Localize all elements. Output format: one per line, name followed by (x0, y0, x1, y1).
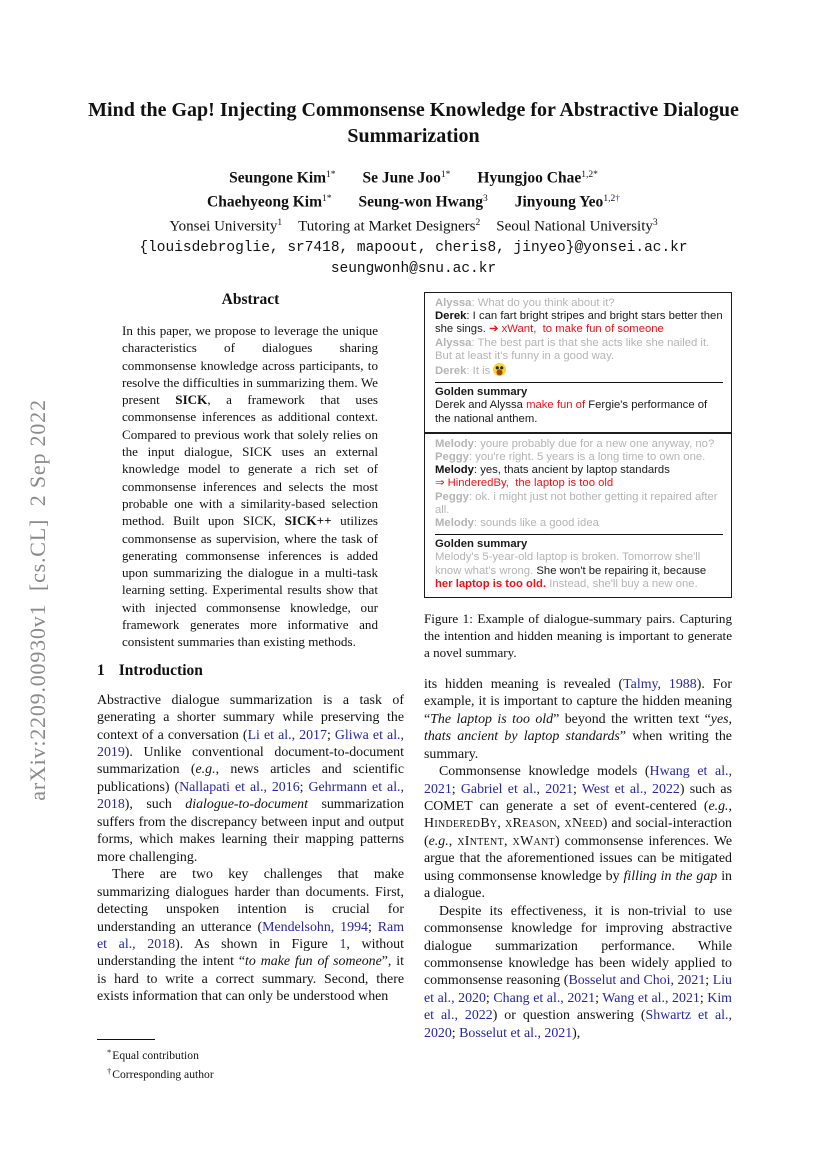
dialogue-line (435, 310, 726, 336)
paragraph (424, 763, 736, 903)
text-segment: : I can fart bright stripes and bright stars better then she sings. (435, 310, 726, 336)
text-segment: summarization suffers from the discrepancy between input and output forms, which makes learning their mapping patterns more challenging. (97, 797, 408, 865)
text-segment: yes, thats ancient by laptop standards (424, 711, 736, 745)
text-segment: There are two key challenges that make summarizing dialogues harder than documents. First, detecting unspoken intention is crucial for understanding an utterance ( (97, 867, 408, 935)
text-segment: 1* (322, 193, 332, 204)
dialogue-line (435, 491, 723, 517)
text-segment: , (728, 798, 736, 814)
dialogue-lines-2 (435, 438, 723, 530)
footnote-equal-contribution (107, 1045, 404, 1064)
text-segment: SICK (175, 392, 208, 408)
text-segment: ; (451, 1025, 460, 1041)
text-segment: : What do you think about it? (471, 297, 615, 309)
text-segment: : you're right. 5 years is a long time to own one. (468, 451, 706, 464)
section-heading-introduction (97, 662, 404, 680)
text-segment: ⇒ HinderedBy, the laptop is too old (435, 477, 614, 490)
footnote-corresponding-author (107, 1064, 404, 1083)
text-segment: Despite its effectiveness, it is non-trivial to use commonsense knowledge for improving abstractive dialogue summarization performance. While commonsense knowledge has been widely applied to commonsense reasoning ( (424, 903, 736, 989)
golden-summary-text-2 (435, 551, 723, 591)
arxiv-watermark: arXiv:2209.00930v1 [cs.CL] 2 Sep 2022 (25, 399, 50, 801)
abstract-heading: Abstract (221, 291, 280, 308)
text-segment: ) or question answering ( (492, 1008, 646, 1024)
text-segment: filling in the gap (623, 868, 718, 884)
text-segment: 3 (652, 218, 658, 228)
text-segment: ). Unlike conventional document-to-document summarization ( (97, 745, 408, 778)
golden-summary-heading-2: Golden summary (435, 538, 528, 551)
text-segment: , (503, 833, 513, 849)
text-segment: ). As shown in Figure (175, 936, 340, 952)
paragraph (97, 692, 408, 867)
text-segment: Fergie's performance of the national anthem. (435, 399, 711, 425)
text-segment: Se June Joo (362, 169, 441, 187)
text-segment: Seungone Kim (229, 169, 327, 187)
footnote-marker: † (107, 1065, 112, 1076)
citation-link[interactable]: Wang et al., 2021 (602, 990, 700, 1006)
text-segment: e.g. (708, 798, 729, 814)
paper-header (0, 98, 827, 280)
citation-link[interactable]: Shwartz et al., 2020 (424, 1008, 736, 1041)
dialogue-line (435, 464, 723, 477)
text-segment: , (497, 816, 505, 832)
text-segment: ” beyond the written text “ (553, 711, 711, 727)
text-segment: ; (573, 781, 582, 797)
paper-title: Mind the Gap! Injecting Commonsense Knowledge for Abstractive Dialogue Summarization (88, 99, 739, 147)
text-segment: ) and social-interaction ( (424, 816, 736, 849)
citation-link[interactable]: Nallapati et al., 2016 (179, 779, 300, 795)
section-number: 1 (97, 661, 105, 679)
citation-link[interactable]: Gabriel et al., 2021 (460, 781, 574, 797)
golden-summary-heading-1: Golden summary (435, 386, 528, 399)
text-segment: Chaehyeong Kim (207, 193, 323, 210)
footnotes (97, 1039, 404, 1082)
figure-caption: Figure 1: Example of dialogue-summary pairs. Capturing the intention and hidden meaning is important to generate a novel summary. (424, 611, 732, 660)
text-segment: Commonsense knowledge models ( (439, 764, 650, 780)
text-segment: dialogue-to-document (185, 797, 308, 813)
citation-link[interactable]: Li et al., 2017 (247, 727, 327, 743)
citation-link[interactable]: Ram et al., 2018 (97, 919, 408, 952)
text-segment: Melody (435, 464, 474, 477)
dialogue-line (435, 477, 723, 490)
paragraph (424, 903, 736, 1043)
citation-link[interactable]: Chang et al., 2021 (493, 990, 596, 1006)
text-segment: Abstractive dialogue summarization is a task of generating a shorter summary while preserving the context of a conversation ( (97, 692, 408, 743)
text-segment: 1,2 (603, 193, 616, 204)
text-segment: Yonsei University (169, 218, 278, 235)
text-segment: : youre probably due for a new one anyway, no? (473, 437, 715, 450)
dialogue-line (435, 297, 723, 310)
text-segment: ; (595, 990, 603, 1006)
text-segment: SICK++ (284, 513, 332, 529)
dialogue-line (435, 337, 723, 363)
authors-row-1 (0, 165, 827, 189)
text-segment: ; (699, 990, 708, 1006)
text-segment: Seoul National University (496, 218, 653, 235)
golden-summary-text-1 (435, 399, 723, 425)
text-segment: , news articles and scientific publications) ( (97, 762, 408, 795)
text-segment: ” when writing the summary. (424, 729, 736, 762)
text-segment: its hidden meaning is revealed ( (424, 676, 624, 692)
text-segment: : yes, thats ancient by laptop standards (473, 464, 670, 477)
text-segment: ”, it is hard to write a correct summary. Second, there exists information that can only be understood when (97, 954, 408, 1005)
footnote-text: Corresponding author (112, 1067, 214, 1081)
summary-divider (435, 534, 723, 535)
text-segment: ), (572, 1025, 581, 1041)
text-segment: , (448, 833, 458, 849)
paragraph (97, 866, 408, 1006)
email-line-1: {louisdebroglie, sr7418, mapoout, cheris8, jinyeo}@yonsei.ac.kr (139, 239, 688, 256)
abstract-text (122, 322, 382, 651)
citation-link[interactable]: 1 (339, 936, 347, 952)
footnote-rule (97, 1039, 155, 1040)
text-segment: : It is (466, 365, 494, 378)
text-segment: ) such as COMET can generate a set of event-centered ( (424, 781, 736, 814)
text-segment: 3 (482, 193, 488, 204)
text-segment: ; (299, 779, 309, 795)
text-segment: Peggy (435, 451, 469, 464)
citation-link[interactable]: Mendelsohn, 1994 (262, 919, 368, 935)
text-segment: ; (705, 973, 713, 989)
dialogue-example-1 (425, 293, 731, 432)
text-segment: Melody (435, 437, 474, 450)
text-segment: The laptop is too old (430, 711, 554, 727)
text-segment: ; (485, 990, 494, 1006)
text-segment: ; (451, 781, 461, 797)
dialogue-example-2 (425, 432, 731, 597)
dialogue-line (435, 451, 723, 464)
paragraph (424, 676, 736, 763)
dialogue-line (435, 363, 723, 378)
text-segment: HinderedBy (424, 816, 498, 832)
text-segment: ; (367, 919, 378, 935)
text-segment: Tutoring at Market Designers (298, 218, 476, 235)
text-segment: : The best part is that she acts like she nailed it. But at least it's funny in a good way. (435, 336, 713, 362)
text-segment: , a framework that uses commonsense inferences as additional context. Compared to previous work that solely relies on the input dialogue, SICK uses an external knowledge model to generate a rich set of commonsense inferences and selects the most probable one with a similarity-based selection method. Built upon SICK, (122, 392, 382, 529)
text-segment: 1 (277, 218, 283, 228)
text-segment: utilizes commonsense as supervision, where the task of generating commonsense inferences is added upon summarizing the dialogue in a multi-task learning setting. Experimental results show that with injected commonsense knowledge, our framework generates more informative and consistent summaries than existing methods. (122, 513, 382, 650)
text-segment: 1* (326, 170, 336, 180)
dialogue-line (435, 438, 723, 451)
text-segment: ). For example, it is important to capture the hidden meaning “ (424, 676, 736, 727)
text-segment: Melody (435, 517, 474, 530)
citation-link[interactable]: Bosselut and Choi, 2021 (568, 973, 706, 989)
citation-link[interactable]: Hwang et al., 2021 (424, 764, 736, 797)
text-segment: : ok. i might just not bother getting it repaired after all. (435, 490, 721, 516)
text-segment: In this paper, we propose to leverage the unique characteristics of dialogues sharing commonsense knowledge across participants, to resolve the difficulties in summarizing them. We present (122, 323, 382, 408)
text-segment: in a dialogue. (424, 868, 736, 902)
citation-link[interactable]: Talmy, 1988 (623, 676, 697, 692)
dialogue-lines-1 (435, 297, 726, 378)
text-segment: to make fun of someone (245, 954, 382, 970)
text-segment: † (615, 193, 620, 204)
text-segment: Seung-won Hwang (358, 193, 483, 210)
footnote-marker: * (107, 1047, 112, 1057)
citation-link[interactable]: West et al., 2022 (581, 781, 680, 797)
text-segment: 1* (440, 170, 451, 180)
text-segment: Derek (435, 310, 467, 323)
text-segment: xNeed (564, 816, 603, 832)
text-segment: make fun of (526, 399, 586, 412)
text-segment: Jinyoung Yeo (514, 193, 604, 210)
text-segment: Derek (435, 365, 467, 378)
text-segment: xReason (504, 816, 557, 832)
text-segment: ), such (124, 797, 186, 813)
text-segment: Melody's 5-year-old laptop is broken. Tomorrow she'll know what's wrong. (435, 551, 704, 577)
citation-link[interactable]: Liu et al., 2020 (424, 973, 736, 1006)
text-segment: ➔ xWant, to make fun of someone (489, 323, 664, 336)
right-column (424, 292, 736, 1042)
text-segment: ) commonsense inferences. We argue that the aforementioned issues can be mitigated using commonsense knowledge by (424, 833, 736, 884)
text-segment: She won't be repairing it, because (536, 564, 710, 577)
citation-link[interactable]: Gehrmann et al., 2018 (97, 779, 408, 813)
summary-divider (435, 382, 723, 383)
email-line-2: seungwonh@snu.ac.kr (330, 260, 497, 277)
text-segment: xIntent (457, 833, 504, 849)
text-segment: Alyssa (435, 336, 472, 349)
text-segment: 2 (475, 218, 481, 228)
text-segment: e.g. (195, 762, 216, 778)
dialogue-line (435, 517, 723, 530)
citation-link[interactable]: Gliwa et al., 2019 (97, 727, 408, 760)
text-segment: Hyungjoo Chae (477, 169, 582, 187)
text-segment: , without understanding the intent “ (97, 936, 408, 970)
citation-link[interactable]: Bosselut et al., 2021 (459, 1025, 573, 1041)
figure-1-box (424, 292, 732, 598)
authors-row-2 (0, 189, 827, 213)
left-column (97, 291, 408, 1006)
affiliations-row (0, 212, 827, 238)
footnote-text: Equal contribution (112, 1049, 199, 1062)
text-segment: e.g. (428, 833, 449, 849)
section-title: Introduction (118, 661, 203, 679)
text-segment: Derek and Alyssa (435, 399, 527, 412)
text-segment: ; (326, 727, 335, 743)
text-segment: 1,2* (581, 170, 598, 180)
figure-1 (424, 292, 732, 662)
laughing-emoji-icon (493, 363, 506, 376)
text-segment: Peggy (435, 490, 469, 503)
text-segment: : sounds like a good idea (473, 517, 599, 530)
text-segment: her laptop is too old. (435, 577, 547, 590)
text-segment: Alyssa (435, 297, 472, 309)
text-segment: , (556, 816, 565, 832)
citation-link[interactable]: Kim et al., 2022 (424, 990, 736, 1024)
text-segment: Instead, she'll buy a new one. (546, 577, 698, 590)
text-segment: xWant (512, 833, 555, 849)
